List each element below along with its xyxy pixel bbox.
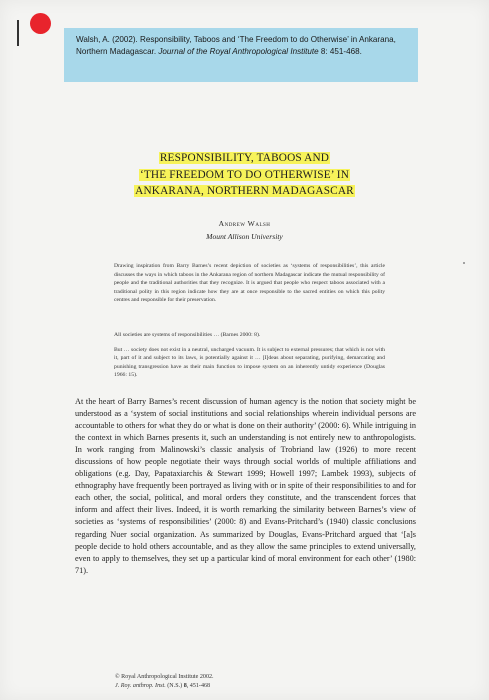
citation-text: Walsh, A. (2002). Responsibility, Taboos and ‘The Freedom to do Otherwise’ in Ankarana, Northern Madagascar. <box>76 35 396 56</box>
scan-speck <box>463 262 465 264</box>
copyright-footer <box>115 673 415 691</box>
journal-volume: 8 <box>183 682 187 689</box>
title-line-1: RESPONSIBILITY, TABOOS AND <box>159 152 330 164</box>
body-paragraph <box>75 396 416 577</box>
journal-pages: , 451-468 <box>186 682 211 689</box>
red-dot-sticker <box>30 13 51 34</box>
copyright-line: © Royal Anthropological Institute 2002. <box>115 674 214 680</box>
journal-series: (N.S.) <box>165 682 184 689</box>
epigraph-douglas: But … society does not exist in a neutral, uncharged vacuum. It is subject to external pressures; that which is not with it, part of it and subject to its laws, is potentially against it … [I]deas about separating, purifying, demarcating and punishing transgression have as their main function to impose system on an inherently untidy experience (Douglas 1966: 15). <box>114 347 385 379</box>
citation-box <box>64 28 418 82</box>
journal-reference <box>115 682 415 691</box>
author-affiliation: Mount Allison University <box>206 232 283 241</box>
abstract: Drawing inspiration from Barry Barnes’s recent depiction of societies as ‘systems of responsibilities’, this article discusses the ways in which taboos in the Ankarana region of northern Madagascar indicate the mutual responsibility of people and the traditional authorities that they recognize. It is argued that people who respect taboos associated with a traditional polity in this region indicate how they are at once responsible to the sacred entities on which this polity centres and responsible for their preservation. <box>114 263 385 304</box>
margin-mark <box>17 20 19 46</box>
citation-journal: Journal of the Royal Anthropological Institute <box>158 46 319 56</box>
journal-abbrev: J. Roy. anthrop. Inst. <box>115 682 166 689</box>
title-line-3: ANKARANA, NORTHERN MADAGASCAR <box>135 185 354 197</box>
citation-volume: 8: 451-468. <box>318 46 362 56</box>
author-name: Andrew Walsh <box>218 219 271 228</box>
article-title <box>0 150 489 200</box>
body-text: At the heart of Barry Barnes’s recent discussion of human agency is the notion that society might be understood as a ‘system of social institutions and social relationships wherein individual persons are accountable to others for what they do or what is done on their authority’ (2000: 6). While intriguing in the context in which Barnes presents it, such an understanding is not entirely new to anthropologists. In work ranging from Malinowski’s classic analysis of Trobriand law (1926) to more recent discussions of how people negotiate their ways through social worlds of multiple affiliations and obligations (e.g. Day, Papataxiarchis & Stewart 1999; Howell 1997; Lambek 1993), subjects of ethnography have frequently been portrayed as living with or in spite of their responsibilities to and for each other, the social, political, and moral orders they constitute, and the transcendent forces that inform and affect their lives. Indeed, it is worth remarking the similarity between Barnes’s view of societies as ‘systems of responsibilities’ (2000: 8) and Evans-Pritchard’s (1940) classic conclusions regarding Nuer social organization. As summarized by Douglas, Evans-Pritchard argued that ‘[a]s people decide to hold others accountable, and as they allow the same principles to extend universally, even to apply to themselves, they set up a particular kind of moral environment for each other’ (1980: 71). <box>75 397 416 575</box>
epigraph-barnes: All societies are systems of responsibilities … (Barnes 2000: 8). <box>114 332 261 338</box>
title-line-2: ‘THE FREEDOM TO DO OTHERWISE’ IN <box>139 168 350 181</box>
